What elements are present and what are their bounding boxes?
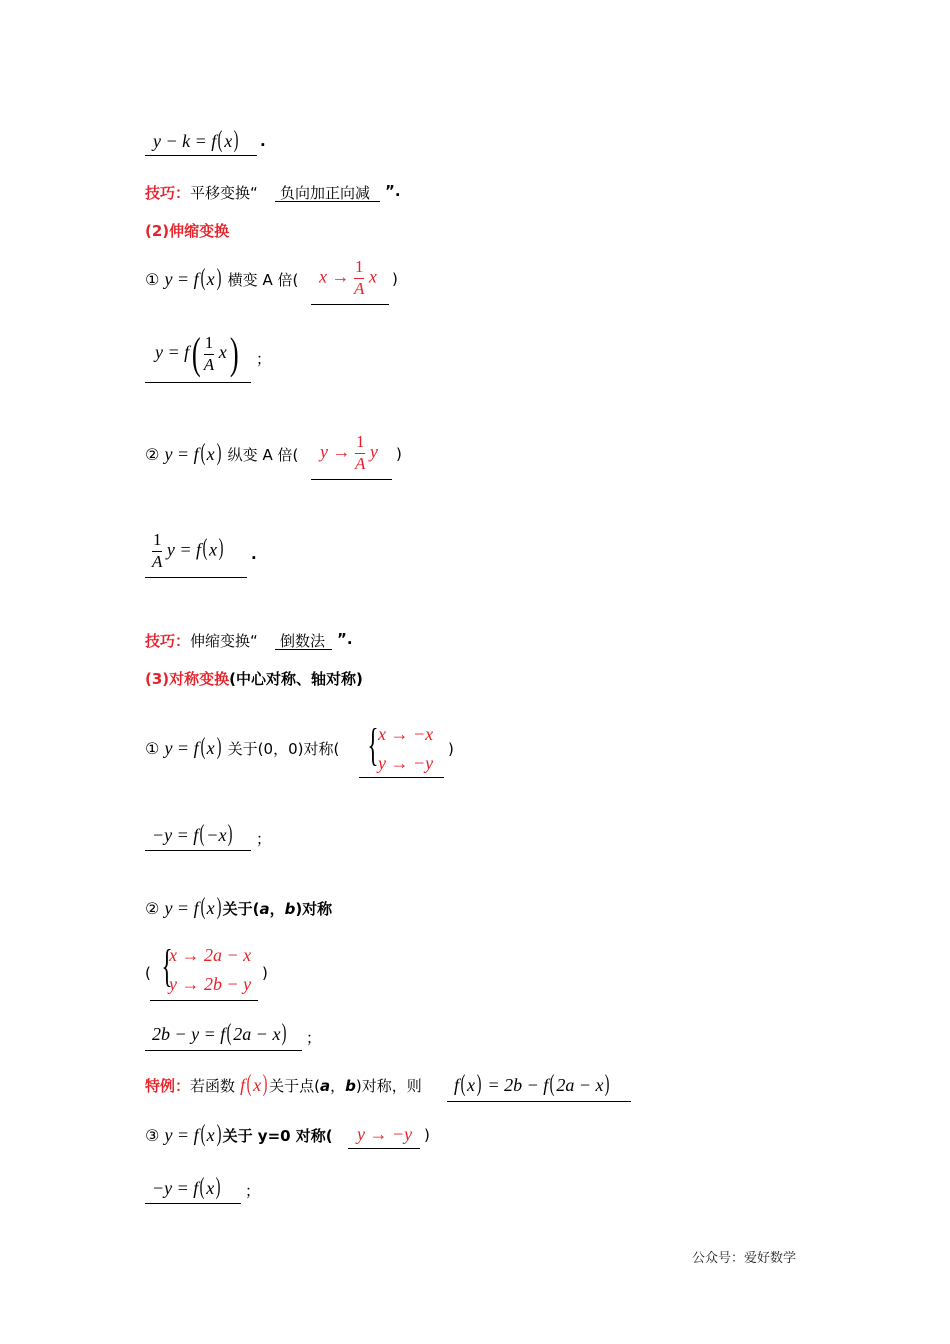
special-text-a: 若函数 — [190, 1077, 236, 1095]
item1-line — [145, 266, 298, 290]
tip2-text: 伸缩变换“ — [190, 632, 258, 650]
item4-close: ) — [262, 964, 268, 982]
item1-close: ) — [392, 270, 398, 288]
item5-close: ) — [424, 1126, 430, 1144]
item4-formula: y = f(x) — [164, 894, 221, 920]
left-brace-2: { — [161, 940, 173, 991]
item4-open: ( — [145, 964, 151, 982]
fraction-1-over-a: $\frac{1}{A}$ — [354, 257, 365, 298]
tip1-blank — [275, 201, 380, 202]
item1-text: 横变 A 倍( — [227, 271, 299, 289]
item5-answer-blank — [145, 1203, 241, 1204]
item4-text-a: 关于( — [222, 900, 260, 918]
special-text-c: )对称，则 — [355, 1077, 422, 1095]
item3-close: ) — [448, 740, 454, 758]
item2-line — [145, 441, 298, 465]
item5-text: 关于 y=0 对称( — [222, 1127, 333, 1145]
item2-formula: y = f(x) — [164, 440, 221, 466]
section3-title: (3)对称变换 — [145, 670, 230, 688]
item4-b: b — [284, 900, 296, 918]
item3-answer-end: ； — [256, 830, 272, 848]
item5-line — [145, 1122, 333, 1146]
tip2-label: 技巧： — [145, 632, 191, 650]
item3-text: 关于(0，0)对称( — [227, 740, 340, 758]
line1-end: . — [260, 132, 266, 150]
section-title-scaling: (2)伸缩变换 — [145, 222, 230, 240]
footer-account: 公众号：爱好数学 — [692, 1251, 797, 1266]
item4-a: a — [259, 900, 270, 918]
special-a: a — [320, 1077, 331, 1095]
tip-translation — [145, 182, 258, 203]
tip1-answer: 负向加正向减 — [280, 184, 371, 202]
tip1-close: ”. — [385, 182, 401, 200]
tip-text: 平移变换“ — [190, 184, 258, 202]
item1-answer-formula: y = f( $\frac{1}{A}$ x) — [155, 329, 239, 378]
item1-formula: y = f(x) — [164, 265, 221, 291]
special-b: b — [345, 1077, 356, 1095]
fraction-1-over-a-2: $\frac{1}{A}$ — [203, 332, 215, 374]
item2-answer-formula: $\frac{1}{A}$ y = f(x) — [152, 530, 224, 571]
fraction-1-over-a-3: $\frac{1}{A}$ — [355, 432, 366, 473]
item4-marker: ② — [145, 899, 160, 918]
item4-line — [145, 895, 332, 919]
item1-answer-blank — [145, 382, 251, 383]
item2-answer-map: y → $\frac{1}{A}$ y — [320, 432, 378, 473]
item1-marker: ① — [145, 270, 160, 289]
answer-blank-1 — [145, 155, 257, 156]
item5-answer-map: y → −y — [357, 1124, 413, 1144]
item5-answer-formula: −y = f(x) — [152, 1174, 221, 1200]
special-case-line — [145, 1072, 422, 1096]
item1-blank — [311, 304, 389, 305]
item3-marker: ① — [145, 739, 160, 758]
item4-answer-end: ； — [306, 1029, 322, 1047]
special-fx: f(x) — [240, 1071, 268, 1097]
tip2-answer: 倒数法 — [280, 632, 326, 650]
special-label: 特例： — [145, 1077, 191, 1095]
item4-comma: ， — [269, 900, 285, 918]
item5-formula: y = f(x) — [164, 1121, 221, 1147]
item2-blank — [311, 479, 392, 480]
item3-formula: y = f(x) — [164, 734, 221, 760]
item4-answer-blank — [145, 1050, 302, 1051]
item2-marker: ② — [145, 445, 160, 464]
fraction-1-over-a-4: $\frac{1}{A}$ — [152, 530, 163, 571]
special-blank — [447, 1101, 631, 1102]
special-comma: ， — [330, 1077, 346, 1095]
item3-answer-formula: −y = f(−x) — [152, 821, 233, 847]
item2-text: 纵变 A 倍( — [227, 446, 299, 464]
item5-blank — [348, 1148, 420, 1149]
item3-blank — [359, 777, 444, 778]
item1-answer-map: x → $\frac{1}{A}$ x — [319, 257, 377, 298]
left-brace: { — [367, 719, 379, 770]
item5-answer-end: ； — [245, 1182, 261, 1200]
item5-marker: ③ — [145, 1126, 160, 1145]
tip2-close: ”. — [337, 630, 353, 648]
item1-answer-end: ； — [256, 350, 272, 368]
tip-label: 技巧： — [145, 184, 191, 202]
item3-answer-blank — [145, 850, 251, 851]
item4-blank — [150, 1000, 258, 1001]
item4-answer-formula: 2b − y = f(2a − x) — [152, 1020, 287, 1046]
formula-y-minus-k: y − k = f(x) — [153, 127, 239, 153]
item2-close: ) — [396, 445, 402, 463]
special-answer-formula: f(x) = 2b − f(2a − x) — [454, 1071, 610, 1097]
item4-text-b: )对称 — [295, 900, 333, 918]
tip2-blank — [275, 649, 332, 650]
tip-scaling — [145, 630, 258, 651]
item3-line — [145, 735, 339, 759]
special-text-b: 关于点( — [269, 1077, 320, 1095]
item2-answer-end: . — [251, 545, 257, 563]
item2-answer-blank — [145, 577, 247, 578]
section3-subtitle: (中心对称、轴对称) — [229, 670, 363, 688]
section-title-symmetry — [145, 668, 363, 689]
